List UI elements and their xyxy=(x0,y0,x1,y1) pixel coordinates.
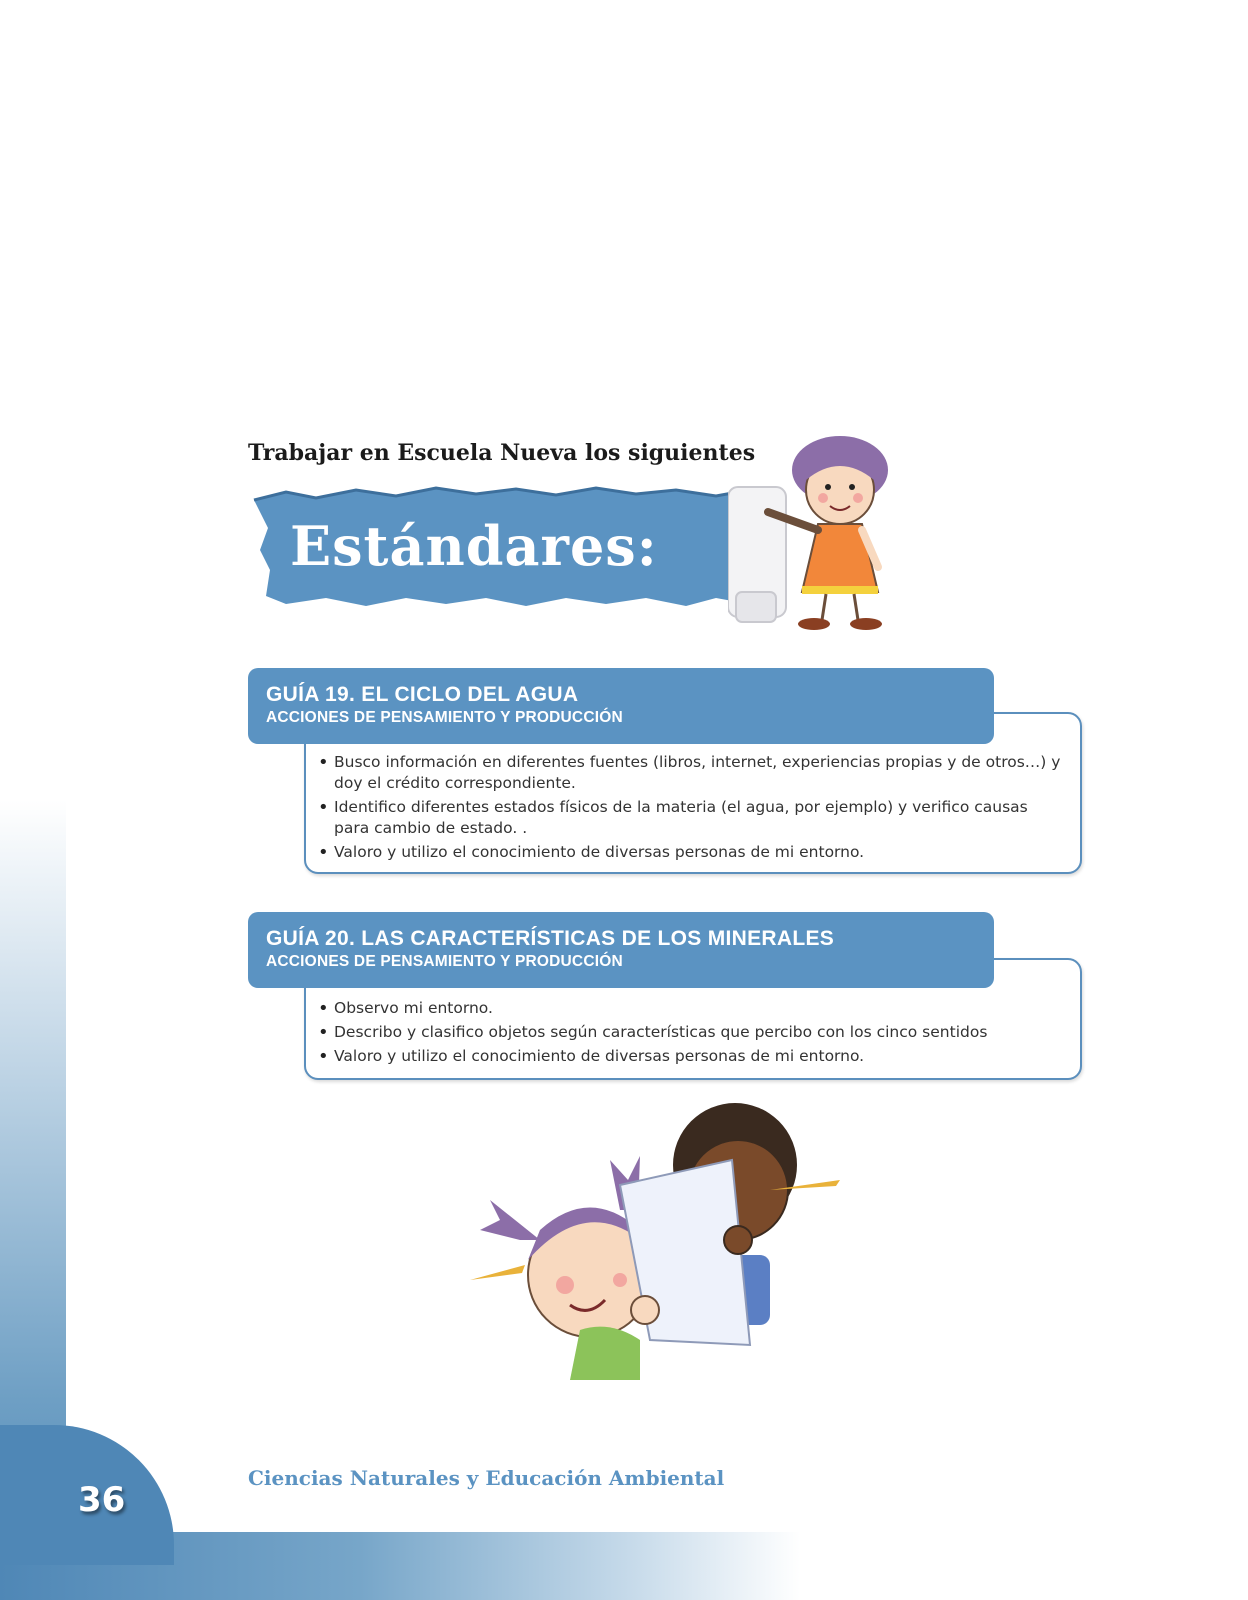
kids-reading-paper-illustration xyxy=(470,1090,850,1380)
list-item: • Valoro y utilizo el conocimiento de diversas personas de mi entorno. xyxy=(318,842,1062,863)
list-item: • Describo y clasifico objetos según características que percibo con los cinco sentidos xyxy=(318,1022,1062,1043)
girl-holding-paper-illustration xyxy=(728,432,918,642)
guide-20-title: GUÍA 20. LAS CARACTERÍSTICAS DE LOS MINERALES xyxy=(266,927,835,950)
guide-19-title: GUÍA 19. EL CICLO DEL AGUA xyxy=(266,683,579,706)
page-number: 36 xyxy=(78,1480,126,1520)
intro-text: Trabajar en Escuela Nueva los siguientes xyxy=(248,440,756,466)
guide-19-subtitle: ACCIONES DE PENSAMIENTO Y PRODUCCIÓN xyxy=(266,709,623,726)
list-item: • Valoro y utilizo el conocimiento de diversas personas de mi entorno. xyxy=(318,1046,1062,1067)
list-item: • Busco información en diferentes fuentes (libros, internet, experiencias propias y de otros…) y doy el crédito correspondiente. xyxy=(318,752,1062,794)
list-item: • Observo mi entorno. xyxy=(318,998,1062,1019)
guide-20-list xyxy=(318,998,1062,1070)
banner-title: Estándares: xyxy=(290,514,658,578)
guide-20-header xyxy=(248,912,994,988)
guide-19-list xyxy=(318,752,1062,866)
list-item: • Identifico diferentes estados físicos de la materia (el agua, por ejemplo) y verifico causas para cambio de estado. . xyxy=(318,797,1062,839)
guide-19-section xyxy=(248,668,1082,882)
guide-19-header xyxy=(248,668,994,744)
guide-20-subtitle: ACCIONES DE PENSAMIENTO Y PRODUCCIÓN xyxy=(266,953,623,970)
footer-subject: Ciencias Naturales y Educación Ambiental xyxy=(248,1466,725,1490)
guide-20-section xyxy=(248,912,1082,1084)
